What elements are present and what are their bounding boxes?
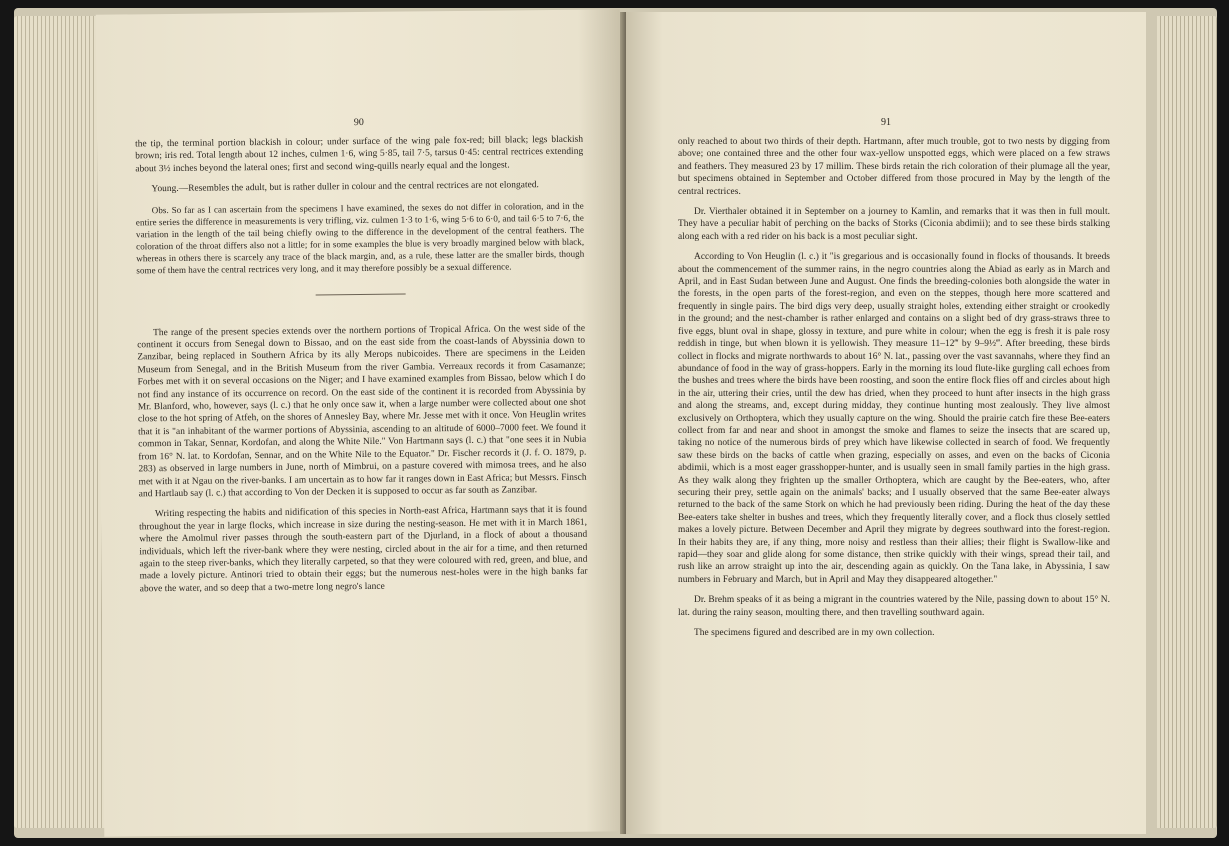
open-book [14,8,1217,838]
right-paragraph-1: only reached to about two thirds of their depth. Hartmann, after much trouble, got to two nests by digging from above; one contained three and the other four wax-yellow unspotted eggs, which were placed on a few straws and feathers. They measured 23 by 17 millim. These birds retain the rich coloration of their plumage all the year, but specimens obtained in September and October differed from those procured in May by the length of the central rectrices. [678,137,1110,197]
page-edges-right [1157,16,1217,828]
right-page-text [678,136,1110,647]
right-paragraph-2: Dr. Vierthaler obtained it in September on a journey to Kamlin, and remarks that it was then in full moult. They have a peculiar habit of perching on the backs of Storks (Ciconia abdimii); and to see these birds stalking along each with a red rider on his back is a most peculiar sight. [678,207,1110,242]
right-page [626,12,1146,834]
right-paragraph-5: The specimens figured and described are in my own collection. [694,628,935,639]
section-divider [316,293,406,295]
left-paragraph-1: the tip, the terminal portion blackish in colour; under surface of the wing pale fox-red; bill black; legs blackish brown; iris red. Total length about 12 inches, culmen 1·6, wing 5·85, tail 7·5, tarsus 0·45: central rectrices extending about 3½ inches beyond the lateral ones; first and second wing-quills nearly equal and the longest. [135,134,584,175]
left-paragraph-3: Obs. So far as I can ascertain from the specimens I have examined, the sexes do not differ in coloration, and in the entire series the difference in measurements is very trifling, viz. culmen 1·3 to 1·6, wing 5·6 to 6·0, and tail 6·5 to 7·6, the variation in the length of the tail being chiefly owing to the difference in the development of the central feathers. The coloration of the throat differs also not a little; for in some examples the blue is very broadly margined below with black, whereas in others there is scarcely any trace of the black margin, and, as a rule, these latter are the smaller birds, though some of them have the central rectrices very long, and it may therefore possibly be a sexual difference. [135,200,585,275]
right-paragraph-3: According to Von Heuglin (l. c.) it "is gregarious and is occasionally found in flocks of thousands. It breeds about the commencement of the summer rains, in the negro countries along the Abiad as early as in March and April, and in East Sudan between June and August. One finds the breeding-colonies both alongside the water in the forests, in the open parts of the forest-region, and even on the steppes, though here more scattered and frequently in single pairs. The bird digs very deep, usually straight holes, extending either straight or crookedly in the ground; and the nest-chamber is rather enlarged and contains on a slight bed of dry grass-straws three to five eggs, blunt oval in shape, glossy in texture, and pure white in colour; when the egg is fresh it is pale rosy reddish in tinge, but when blown it is yellowish. They measure 11–12‴ by 9–9½‴. After breeding, these birds collect in flocks and migrate northwards to about 16° N. lat., passing over the vast savannahs, where they find an abundance of food in the way of grass-hoppers. Early in the morning its loud flute-like gurgling call echoes from the bushes and trees where the birds have been roosting, and soon the entire flock flies off and circles about high in the air, uttering their cries, until the dew has dried, when they proceed to hunt after insects in the high grass and along the streams, and, except during midday, they continue hunting most zealously. They live almost exclusively on Orthoptera, which they usually capture on the wing. Should the prairie catch fire these Bee-eaters collect from far and near and shoot in amongst the smoke and flames to seize the insects that are scared up, taking no notice of the numerous birds of prey which have likewise collected in search of food. We frequently saw these birds on the backs of cattle when grazing, especially on asses, and even on the backs of Ciconia abdimii, which is a most eager grasshopper-hunter, and is usually seen in small family parties in the high grass. As they walk along they frighten up the smaller Orthoptera, which are caught by the Bee-eaters, who, after securing their prey, settle again on the animals' backs; and I usually observed that the same Bee-eater always returned to the back of the same Stork on which he had previously been riding. During the heat of the day these Bee-eaters take shelter in bushes and trees, which they frequently literally cover, and a flock thus closely settled makes a lovely picture. Between December and April they migrate by degrees southward into the forest-region. In their habits they are, if any thing, more noisy and restless than their allies; their flight is Swallow-like and rapid—they soar and glide along for some distance, then strike quickly with their wings, spread their tail, and rush like an arrow straight up into the air, descending again as quickly. On the Tana lake, in Abyssinia, I saw numbers in February and March, but in April and May they disappeared altogether." [678,252,1110,585]
left-paragraph-2: Young.—Resembles the adult, but is rather duller in colour and the central rectrices are not elongated. [151,180,539,195]
left-page [96,9,629,836]
left-page-text [135,134,588,604]
left-page-number: 90 [353,116,364,129]
right-page-number: 91 [881,117,891,128]
left-paragraph-5: Writing respecting the habits and nidification of this species in North-east Africa, Hartmann says that it is found throughout the year in large flocks, which increase in size during the nesting-season. He met with it in March 1861, where the Amolmul river passes through the south-eastern part of the Djurland, in a flock of about a thousand individuals, which left the river-bank where they were nesting, circled about in the air for a time, and then returned again to the steep river-banks, which they literally carpeted, so that they were coloured with red, green, and blue, and made a lovely picture. Antinori tried to obtain their eggs; but the numerous nest-holes were in the high banks far above the water, and so deep that a two-metre long negro's lance [139,504,588,595]
left-paragraph-4: The range of the present species extends over the northern portions of Tropical Africa. On the west side of the continent it occurs from Senegal down to Bissao, and on the east side from the coast-lands of Abyssinia down to Zanzibar, being replaced in Southern Africa by its ally Merops nubicoides. There are specimens in the Leiden Museum from Senegal, and in the British Museum from the river Gambia. Verreaux records it from Casamanze; Forbes met with it on several occasions on the Niger; and I have examined examples from Bissao, below which I do not find any instance of its occurrence on record. On the east side of the continent it is recorded from Abyssinia by Mr. Blanford, who, however, says (l. c.) that he only once saw it, when a large number were collected about one shot close to the hot spring of Atfeh, on the shores of Annesley Bay, where Mr. Jesse met with it once. Von Heuglin writes that it is "an inhabitant of the warmer portions of Abyssinia, ascending to an altitude of 6000–7000 feet. We found it common in Takar, Sennar, Kordofan, and along the White Nile." Von Hartmann says (l. c.) that "one sees it in Nubia from 16° N. lat. to Kordofan, Sennar, and on the White Nile to the Equator." Dr. Fischer records it (J. f. O. 1879, p. 283) as observed in large numbers in June, north of Mimbrui, on a pasture covered with mimosa trees, and he also met with it at Ngau on the river-banks. I am uncertain as to how far it ranges down in East Africa; but Messrs. Finsch and Hartlaub say (l. c.) that according to Von der Decken it is supposed to occur as far south as Zanzibar. [137,323,587,500]
right-paragraph-4: Dr. Brehm speaks of it as being a migrant in the countries watered by the Nile, passing down to about 15° N. lat. during the rainy season, moulting there, and then travelling southward again. [678,595,1110,618]
